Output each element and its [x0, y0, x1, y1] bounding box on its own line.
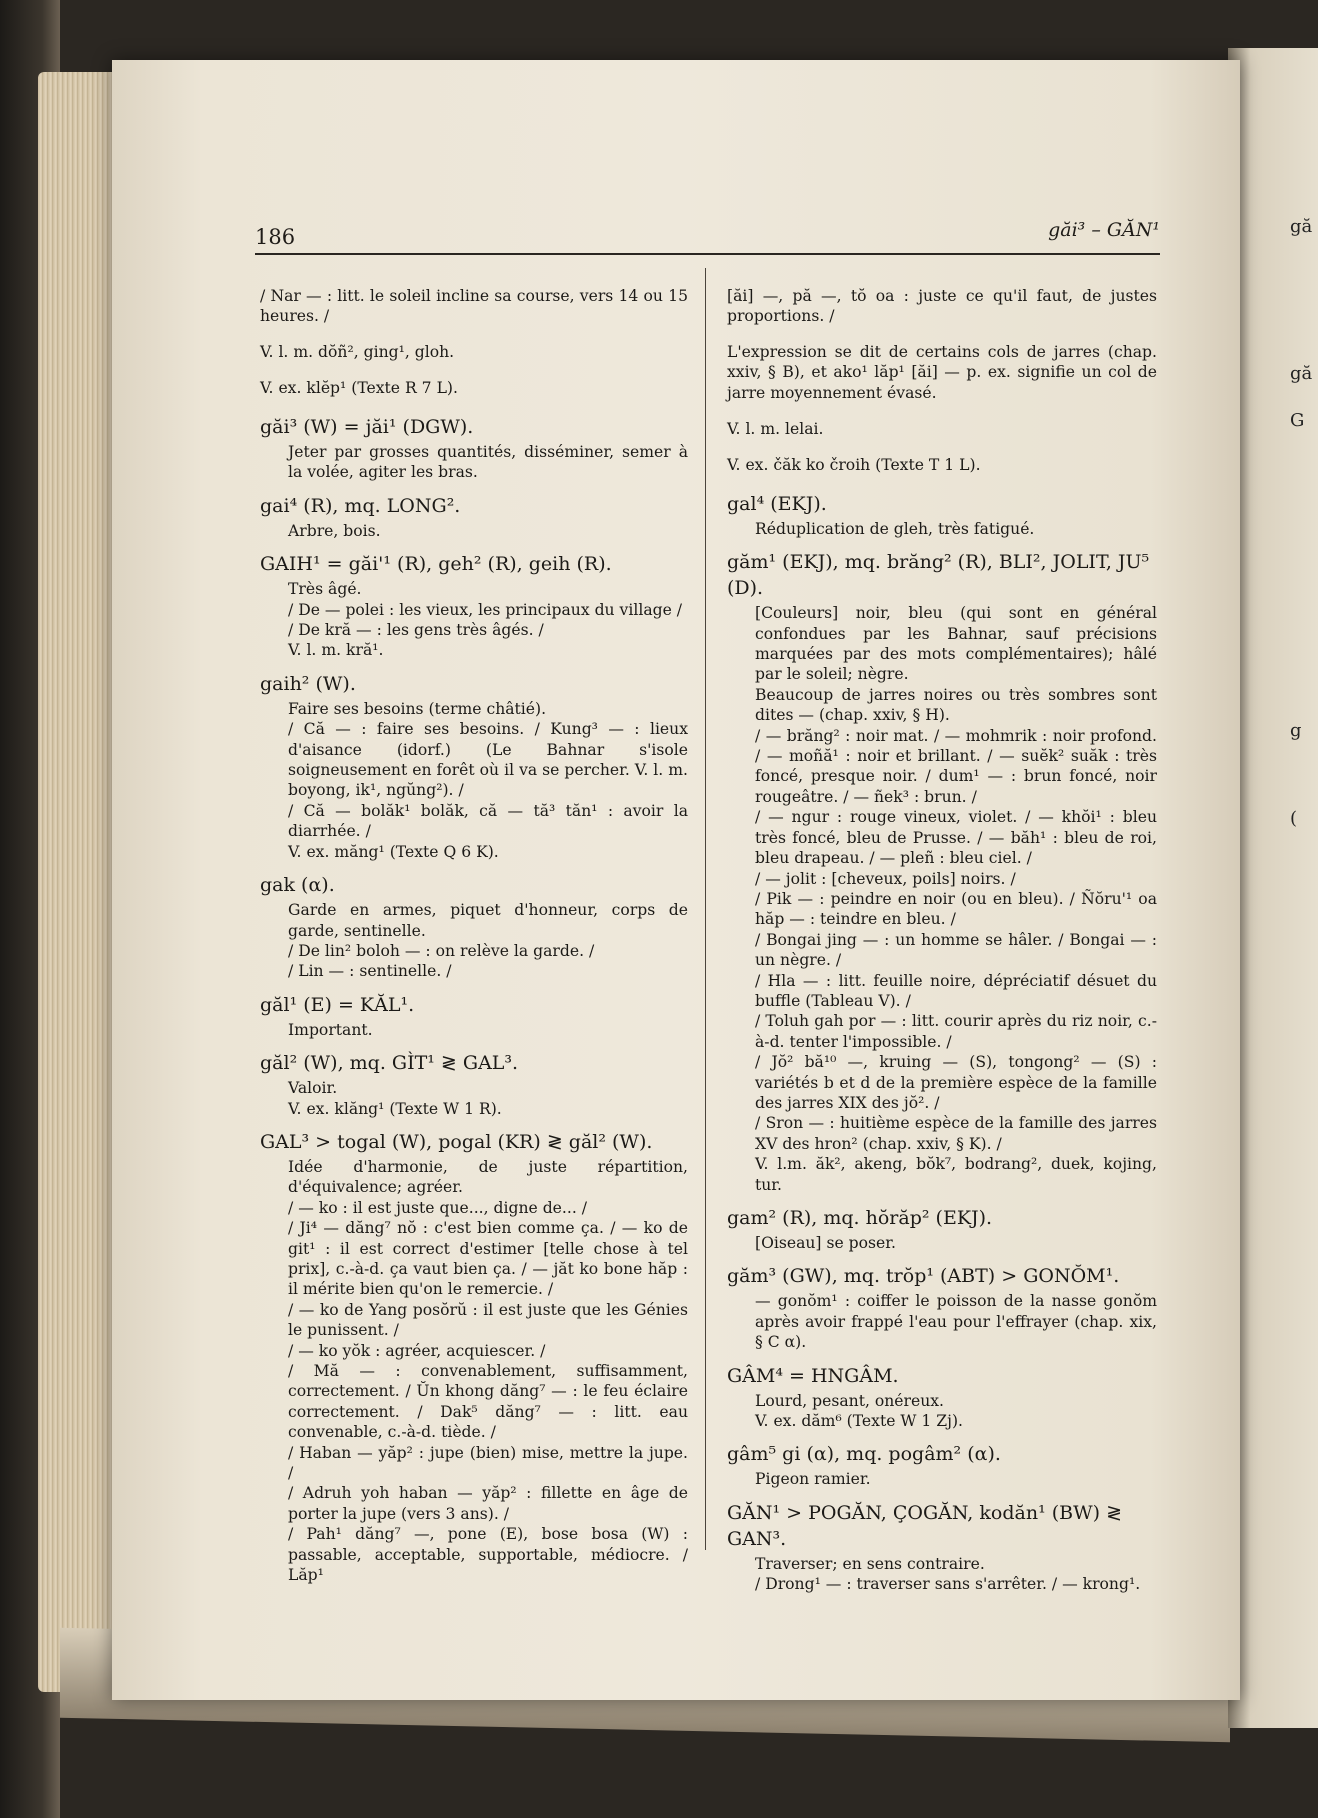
- text-line: / Bongai jing — : un homme se hâler. / Bongai — : un nègre. /: [755, 930, 1157, 970]
- entry-body: [288, 1020, 688, 1040]
- text-line: / Lin — : sentinelle. /: [288, 962, 452, 981]
- text-line: V. l. m. lelai.: [727, 419, 824, 438]
- text-line: Faire ses besoins (terme châtié).: [288, 699, 547, 718]
- text-line: Beaucoup de jarres noires ou très sombres sont dites — (chap. xxiv, § H).: [755, 685, 1157, 725]
- dictionary-entry: [727, 1363, 1157, 1432]
- headword: găm¹ (EKJ), mq. brăng² (R), BLI², JOLIT, JU⁵ (D).: [727, 551, 1150, 600]
- right-column: [727, 270, 1157, 1605]
- text-line: Très âgé.: [288, 580, 362, 599]
- dictionary-entry: [260, 414, 688, 483]
- text-line: Arbre, bois.: [288, 521, 381, 540]
- entry-body: [755, 1291, 1157, 1352]
- text-line: V. l. m. kră¹.: [288, 641, 384, 660]
- headword: gâm⁵ gi (α), mq. pogâm² (α).: [727, 1443, 1001, 1466]
- entry-body: [755, 1391, 1157, 1432]
- continuation-text: [260, 286, 688, 399]
- text-line: / — ko de Yang posŏrŭ : il est juste que les Génies le punissent. /: [288, 1300, 688, 1340]
- facing-page-fragment: g: [1290, 720, 1302, 741]
- text-line: / Mă — : convenablement, suffisamment, correctement. / Ŭn khong dăng⁷ — : le feu éclaire correctement. / Dak⁵ dăng⁷ — : litt. eau convenable, c.-à-d. tiède. /: [288, 1362, 688, 1442]
- text-line: / Pik — : peindre en noir (ou en bleu). / Ñŏru'¹ oa hăp — : teindre en bleu. /: [755, 889, 1157, 929]
- text-line: / Că — : faire ses besoins. / Kung³ — : lieux d'aisance (idorf.) (Le Bahnar s'isole soigneusement en forêt où il va se percher. V. l. m. boyong, ik¹, ngŭng²). /: [288, 720, 688, 800]
- page-number: 186: [255, 225, 296, 249]
- text-line: V. ex. čăk ko čroih (Texte T 1 L).: [727, 455, 981, 474]
- entry-body: [288, 900, 688, 982]
- text-line: V. l. m. dŏñ², ging¹, gloh.: [260, 343, 455, 361]
- text-line: V. ex. dăm⁶ (Texte W 1 Zj).: [755, 1412, 963, 1431]
- text-line: Lourd, pesant, onéreux.: [755, 1391, 945, 1410]
- headword: găi³ (W) = jăi¹ (DGW).: [260, 416, 474, 438]
- headword: GAL³ > togal (W), pogal (KR) ≷ găl² (W).: [260, 1130, 653, 1153]
- dictionary-entry: [260, 992, 688, 1040]
- entry-body: [288, 699, 688, 862]
- text-line: / Toluh gah por — : litt. courir après du riz noir, c.-à-d. tenter l'impossible. /: [755, 1012, 1157, 1051]
- dictionary-entry: [260, 671, 688, 862]
- headword: gak (α).: [260, 874, 335, 897]
- text-line: Jeter par grosses quantités, disséminer, semer à la volée, agiter les bras.: [288, 443, 688, 482]
- text-line: / De — polei : les vieux, les principaux du village /: [288, 600, 683, 619]
- entry-body: [288, 1157, 688, 1586]
- entry-body: [288, 579, 688, 661]
- text-line: / Pah¹ dăng⁷ —, pone (E), bose bosa (W) : passable, acceptable, supportable, médiocre. / Lăp¹: [288, 1525, 688, 1585]
- left-column: [260, 270, 688, 1595]
- dictionary-entry: [727, 1441, 1157, 1489]
- text-line: / — brăng² : noir mat. / — mohmrik : noir profond. / — moñă¹ : noir et brillant. / — suĕk² suăk : très foncé, presque noir. / dum¹ — : brun foncé, noir rougeâtre. / — ñek³ : brun. /: [755, 726, 1157, 806]
- entry-body: [755, 1469, 1157, 1489]
- headword: găl¹ (E) = KĂL¹.: [260, 993, 415, 1016]
- text-line: V. ex. klăng¹ (Texte W 1 R).: [288, 1099, 502, 1118]
- text-line: V. l.m. ăk², akeng, bŏk⁷, bodrang², duek, kojing, tur.: [755, 1155, 1157, 1194]
- text-line: Pigeon ramier.: [755, 1470, 871, 1489]
- text-line: Réduplication de gleh, très fatigué.: [755, 519, 1035, 538]
- text-line: / De lin² boloh — : on relève la garde. /: [288, 941, 595, 960]
- dictionary-entry: [260, 1050, 688, 1119]
- entry-body: [755, 1233, 1157, 1253]
- page-header: [255, 219, 1160, 255]
- text-line: / Sron — : huitième espèce de la famille des jarres XV des hron² (chap. xxiv, § K). /: [755, 1114, 1157, 1153]
- headword: GÂM⁴ = HNGÂM.: [727, 1364, 899, 1387]
- facing-page-fragment: G: [1290, 410, 1305, 431]
- facing-page-fragment: (: [1290, 808, 1298, 829]
- dictionary-entry: [260, 493, 688, 541]
- facing-page: [1228, 48, 1318, 1728]
- text-line: [Oiseau] se poser.: [755, 1234, 896, 1252]
- entry-body: [755, 1554, 1157, 1595]
- continuation-text: [727, 286, 1157, 476]
- dictionary-entry: [727, 549, 1157, 1195]
- text-line: V. ex. măng¹ (Texte Q 6 K).: [288, 842, 499, 861]
- column-divider: [705, 268, 706, 1550]
- text-line: / Haban — yăp² : jupe (bien) mise, mettre la jupe. /: [288, 1443, 688, 1483]
- dictionary-entry: [260, 872, 688, 982]
- text-line: [ăi] —, pă —, tŏ oa : juste ce qu'il faut, de justes proportions. /: [727, 286, 1157, 325]
- text-line: / Drong¹ — : traverser sans s'arrêter. / — krong¹.: [755, 1575, 1141, 1594]
- text-line: [Couleurs] noir, bleu (qui sont en général confondues par les Bahnar, sauf précisions marquées par des mots complémentaires); hâlé par le soleil; nègre.: [755, 604, 1157, 684]
- text-line: / Nar — : litt. le soleil incline sa course, vers 14 ou 15 heures. /: [260, 286, 688, 325]
- entry-body: [755, 519, 1157, 539]
- text-line: / De kră — : les gens très âgés. /: [288, 621, 544, 640]
- headword: gam² (R), mq. hŏrăp² (EKJ).: [727, 1207, 993, 1229]
- headword: găm³ (GW), mq. trŏp¹ (ABT) > GONŎM¹.: [727, 1265, 1120, 1288]
- dictionary-entry: [727, 1500, 1157, 1595]
- dictionary-entry: [727, 1263, 1157, 1352]
- text-line: / — ngur : rouge vineux, violet. / — khŏi¹ : bleu très foncé, bleu de Prusse. / — băh¹ : bleu de roi, bleu drapeau. / — pleñ : bleu ciel. /: [755, 808, 1157, 868]
- dictionary-entry: [727, 491, 1157, 539]
- text-line: Valoir.: [288, 1079, 338, 1098]
- text-line: — gonŏm¹ : coiffer le poisson de la nasse gonŏm après avoir frappé l'eau pour l'effrayer (chap. xix, § C α).: [755, 1292, 1157, 1352]
- text-line: Traverser; en sens contraire.: [755, 1554, 985, 1573]
- headword: gai⁴ (R), mq. LONG².: [260, 494, 461, 517]
- entry-body: [755, 603, 1157, 1195]
- entry-body: [288, 521, 688, 541]
- text-line: / Adruh yoh haban — yăp² : fillette en âge de porter la jupe (vers 3 ans). /: [288, 1484, 688, 1523]
- dictionary-entry: [727, 1205, 1157, 1253]
- entry-body: [288, 1078, 688, 1119]
- headword: GAIH¹ = găi'¹ (R), geh² (R), geih (R).: [260, 553, 612, 576]
- text-line: / Hla — : litt. feuille noire, dépréciatif désuet du buffle (Tableau V). /: [755, 971, 1157, 1010]
- text-line: Important.: [288, 1020, 373, 1039]
- text-line: / — ko yŏk : agréer, acquiescer. /: [288, 1341, 546, 1360]
- dictionary-entry: [260, 1129, 688, 1586]
- headword: gal⁴ (EKJ).: [727, 492, 827, 515]
- facing-page-fragment: gă: [1290, 363, 1313, 384]
- headword: găl² (W), mq. GÌT¹ ≷ GAL³.: [260, 1052, 519, 1075]
- page-edges: [38, 72, 118, 1692]
- text-line: / — jolit : [cheveux, poils] noirs. /: [755, 869, 1016, 888]
- dictionary-entry: [260, 551, 688, 661]
- text-line: / Ji⁴ — dăng⁷ nŏ : c'est bien comme ça. / — ko de git¹ : il est correct d'estimer [telle chose à tel prix], c.-à-d. ça vaut bien ça. / — jăt ko bone hăp : il mérite bien qu'on le remercie. /: [288, 1219, 688, 1299]
- facing-page-fragment: gă: [1290, 216, 1313, 237]
- text-line: V. ex. klĕp¹ (Texte R 7 L).: [260, 379, 458, 397]
- headword: gaih² (W).: [260, 672, 356, 695]
- text-line: Idée d'harmonie, de juste répartition, d'équivalence; agréer.: [288, 1157, 688, 1197]
- text-line: / — ko : il est juste que..., digne de... /: [288, 1198, 587, 1217]
- text-line: / Jŏ² bă¹⁰ —, kruing — (S), tongong² — (S) : variétés b et d de la première espèce de la famille des jarres XIX des jŏ². /: [755, 1053, 1157, 1112]
- text-line: / Că — bolăk¹ bolăk, că — tă³ tăn¹ : avoir la diarrhée. /: [288, 801, 688, 841]
- entry-body: [288, 442, 688, 483]
- text-line: Garde en armes, piquet d'honneur, corps de garde, sentinelle.: [288, 901, 688, 940]
- text-line: L'expression se dit de certains cols de jarres (chap. xxiv, § B), et ako¹ lăp¹ [ăi] — p. ex. signifie un col de jarre moyennement évasé.: [727, 343, 1157, 402]
- headword: GĂN¹ > POGĂN, ÇOGĂN, kodăn¹ (BW) ≷ GAN³.: [727, 1501, 1123, 1550]
- running-head: găi³ – GĂN¹: [1048, 219, 1160, 241]
